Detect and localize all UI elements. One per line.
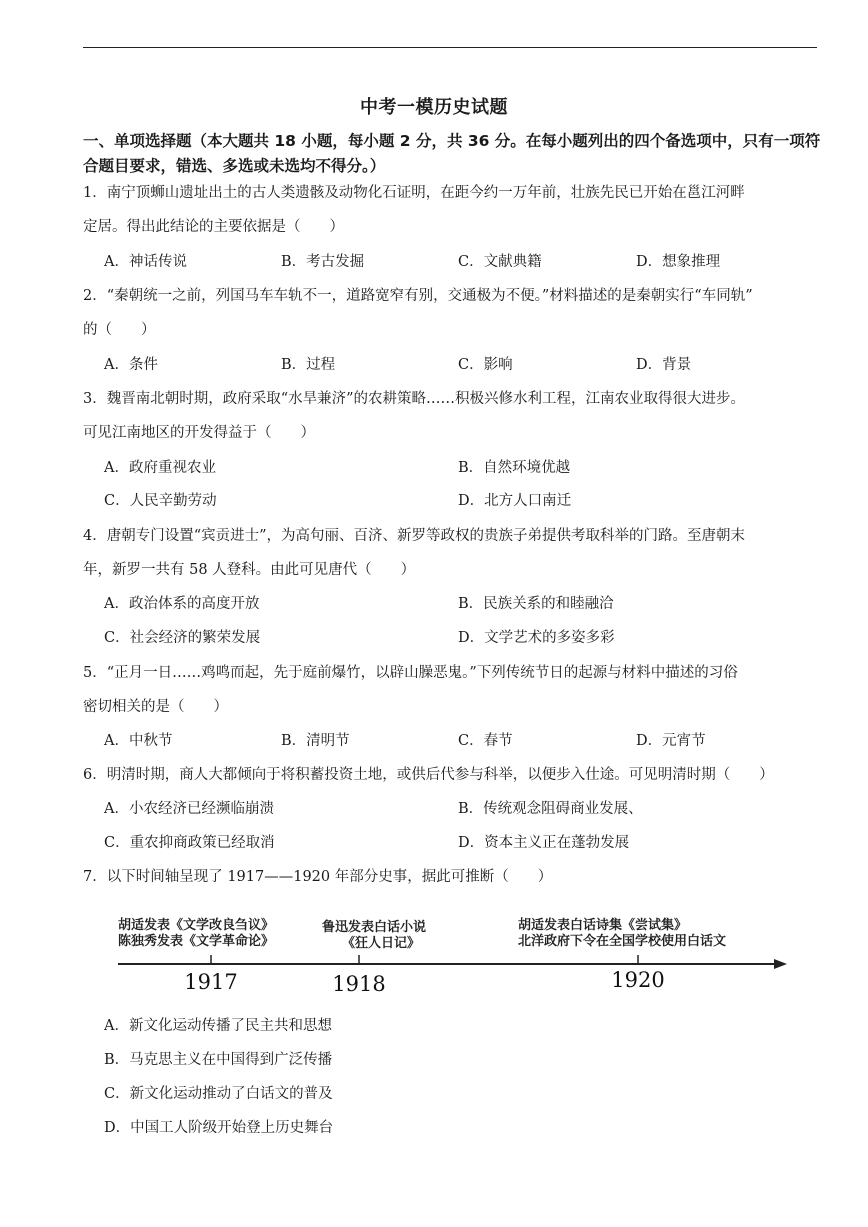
question-3-stem-line-1: 3．魏晋南北朝时期，政府采取“水旱兼济”的农耕策略……积极兴修水利工程，江南农业取得很大进步。 bbox=[83, 391, 746, 407]
question-1-option-b[interactable]: B．考古发掘 bbox=[281, 254, 365, 270]
question-4-option-c[interactable]: C．社会经济的繁荣发展 bbox=[104, 630, 261, 646]
timeline-1917-label-2: 陈独秀发表《文学革命论》 bbox=[118, 934, 275, 949]
question-7-stem-line-1: 7．以下时间轴呈现了 1917——1920 年部分史事，据此可推断（ ） bbox=[83, 869, 553, 885]
question-4-option-b[interactable]: B．民族关系的和睦融洽 bbox=[458, 596, 614, 612]
timeline-year-1918: 1918 bbox=[332, 972, 386, 995]
timeline-1917-label-1: 胡适发表《文学改良刍议》 bbox=[118, 918, 275, 933]
question-5-option-d[interactable]: D．元宵节 bbox=[636, 733, 706, 749]
question-7-option-a[interactable]: A．新文化运动传播了民主共和思想 bbox=[104, 1018, 332, 1034]
question-1-stem-line-1: 1．南宁顶蛳山遗址出土的古人类遗骸及动物化石证明，在距今约一万年前，壮族先民已开始在邕江河畔 bbox=[83, 185, 745, 201]
question-6-stem-line-1: 6．明清时期，商人大都倾向于将积蓄投资土地，或供后代参与科举，以便步入仕途。可见明清时期（ ） bbox=[83, 767, 774, 783]
question-6-option-a[interactable]: A．小农经济已经濒临崩溃 bbox=[104, 801, 274, 817]
question-4-stem-line-1: 4．唐朝专门设置“宾贡进士”，为高句丽、百济、新罗等政权的贵族子弟提供考取科举的门路。至唐朝末 bbox=[83, 528, 746, 544]
question-2-option-a[interactable]: A．条件 bbox=[104, 357, 158, 373]
question-2-option-c[interactable]: C．影响 bbox=[458, 357, 513, 373]
question-2-option-b[interactable]: B．过程 bbox=[281, 357, 336, 373]
question-3-option-c[interactable]: C．人民辛勤劳动 bbox=[104, 493, 217, 509]
timeline-1920-label-1: 胡适发表白话诗集《尝试集》 bbox=[518, 918, 688, 933]
question-6-option-b[interactable]: B．传统观念阻碍商业发展、 bbox=[458, 801, 643, 817]
question-4-option-a[interactable]: A．政治体系的高度开放 bbox=[104, 596, 260, 612]
question-7-option-c[interactable]: C．新文化运动推动了白话文的普及 bbox=[104, 1086, 333, 1102]
question-3-option-d[interactable]: D．北方人口南迁 bbox=[458, 493, 572, 509]
question-4-option-d[interactable]: D．文学艺术的多姿多彩 bbox=[458, 630, 615, 646]
question-3-option-a[interactable]: A．政府重视农业 bbox=[104, 460, 216, 476]
timeline-1920-label-2: 北洋政府下令在全国学校使用白话文 bbox=[518, 934, 727, 949]
exam-title: 中考一模历史试题 bbox=[360, 97, 508, 118]
question-2-option-d[interactable]: D．背景 bbox=[636, 357, 692, 373]
question-5-option-c[interactable]: C．春节 bbox=[458, 733, 513, 749]
section-header: 一、单项选择题（本大题共 18 小题，每小题 2 分，共 36 分。在每小题列出的四个备选项中，只有一项符合题目要求，错选、多选或未选均不得分。） bbox=[83, 132, 821, 175]
question-3-stem-line-2: 可见江南地区的开发得益于（ ） bbox=[83, 425, 315, 441]
question-2-stem-line-1: 2．“秦朝统一之前，列国马车车轨不一，道路宽窄有别，交通极为不便。”材料描述的是秦朝实行“车同轨” bbox=[83, 288, 753, 304]
history-timeline bbox=[110, 905, 800, 995]
timeline-year-1917: 1917 bbox=[184, 970, 238, 994]
header-rule bbox=[83, 47, 817, 48]
timeline-year-1920: 1920 bbox=[611, 968, 665, 992]
question-1-option-c[interactable]: C．文献典籍 bbox=[458, 254, 542, 270]
question-6-option-d[interactable]: D．资本主义正在蓬勃发展 bbox=[458, 835, 630, 851]
timeline-1918-label-1: 鲁迅发表白话小说 bbox=[322, 920, 427, 935]
timeline-1918-label-2: 《狂人日记》 bbox=[342, 936, 421, 951]
question-3-option-b[interactable]: B．自然环境优越 bbox=[458, 460, 571, 476]
question-1-option-d[interactable]: D．想象推理 bbox=[636, 254, 721, 270]
question-6-option-c[interactable]: C．重农抑商政策已经取消 bbox=[104, 835, 275, 851]
timeline-arrow-icon bbox=[774, 959, 787, 969]
question-2-stem-line-2: 的（ ） bbox=[83, 322, 156, 338]
question-1-stem-line-2: 定居。得出此结论的主要依据是（ ） bbox=[83, 219, 344, 235]
question-5-stem-line-2: 密切相关的是（ ） bbox=[83, 699, 228, 715]
question-7-option-d[interactable]: D．中国工人阶级开始登上历史舞台 bbox=[104, 1120, 334, 1136]
question-5-option-b[interactable]: B．清明节 bbox=[281, 733, 350, 749]
question-5-option-a[interactable]: A．中秋节 bbox=[104, 733, 173, 749]
question-7-option-b[interactable]: B．马克思主义在中国得到广泛传播 bbox=[104, 1052, 333, 1068]
question-5-stem-line-1: 5．“正月一日……鸡鸣而起，先于庭前爆竹，以辟山臊恶鬼。”下列传统节日的起源与材料中描述的习俗 bbox=[83, 665, 738, 681]
question-4-stem-line-2: 年，新罗一共有 58 人登科。由此可见唐代（ ） bbox=[83, 562, 416, 578]
question-1-option-a[interactable]: A．神话传说 bbox=[104, 254, 187, 270]
